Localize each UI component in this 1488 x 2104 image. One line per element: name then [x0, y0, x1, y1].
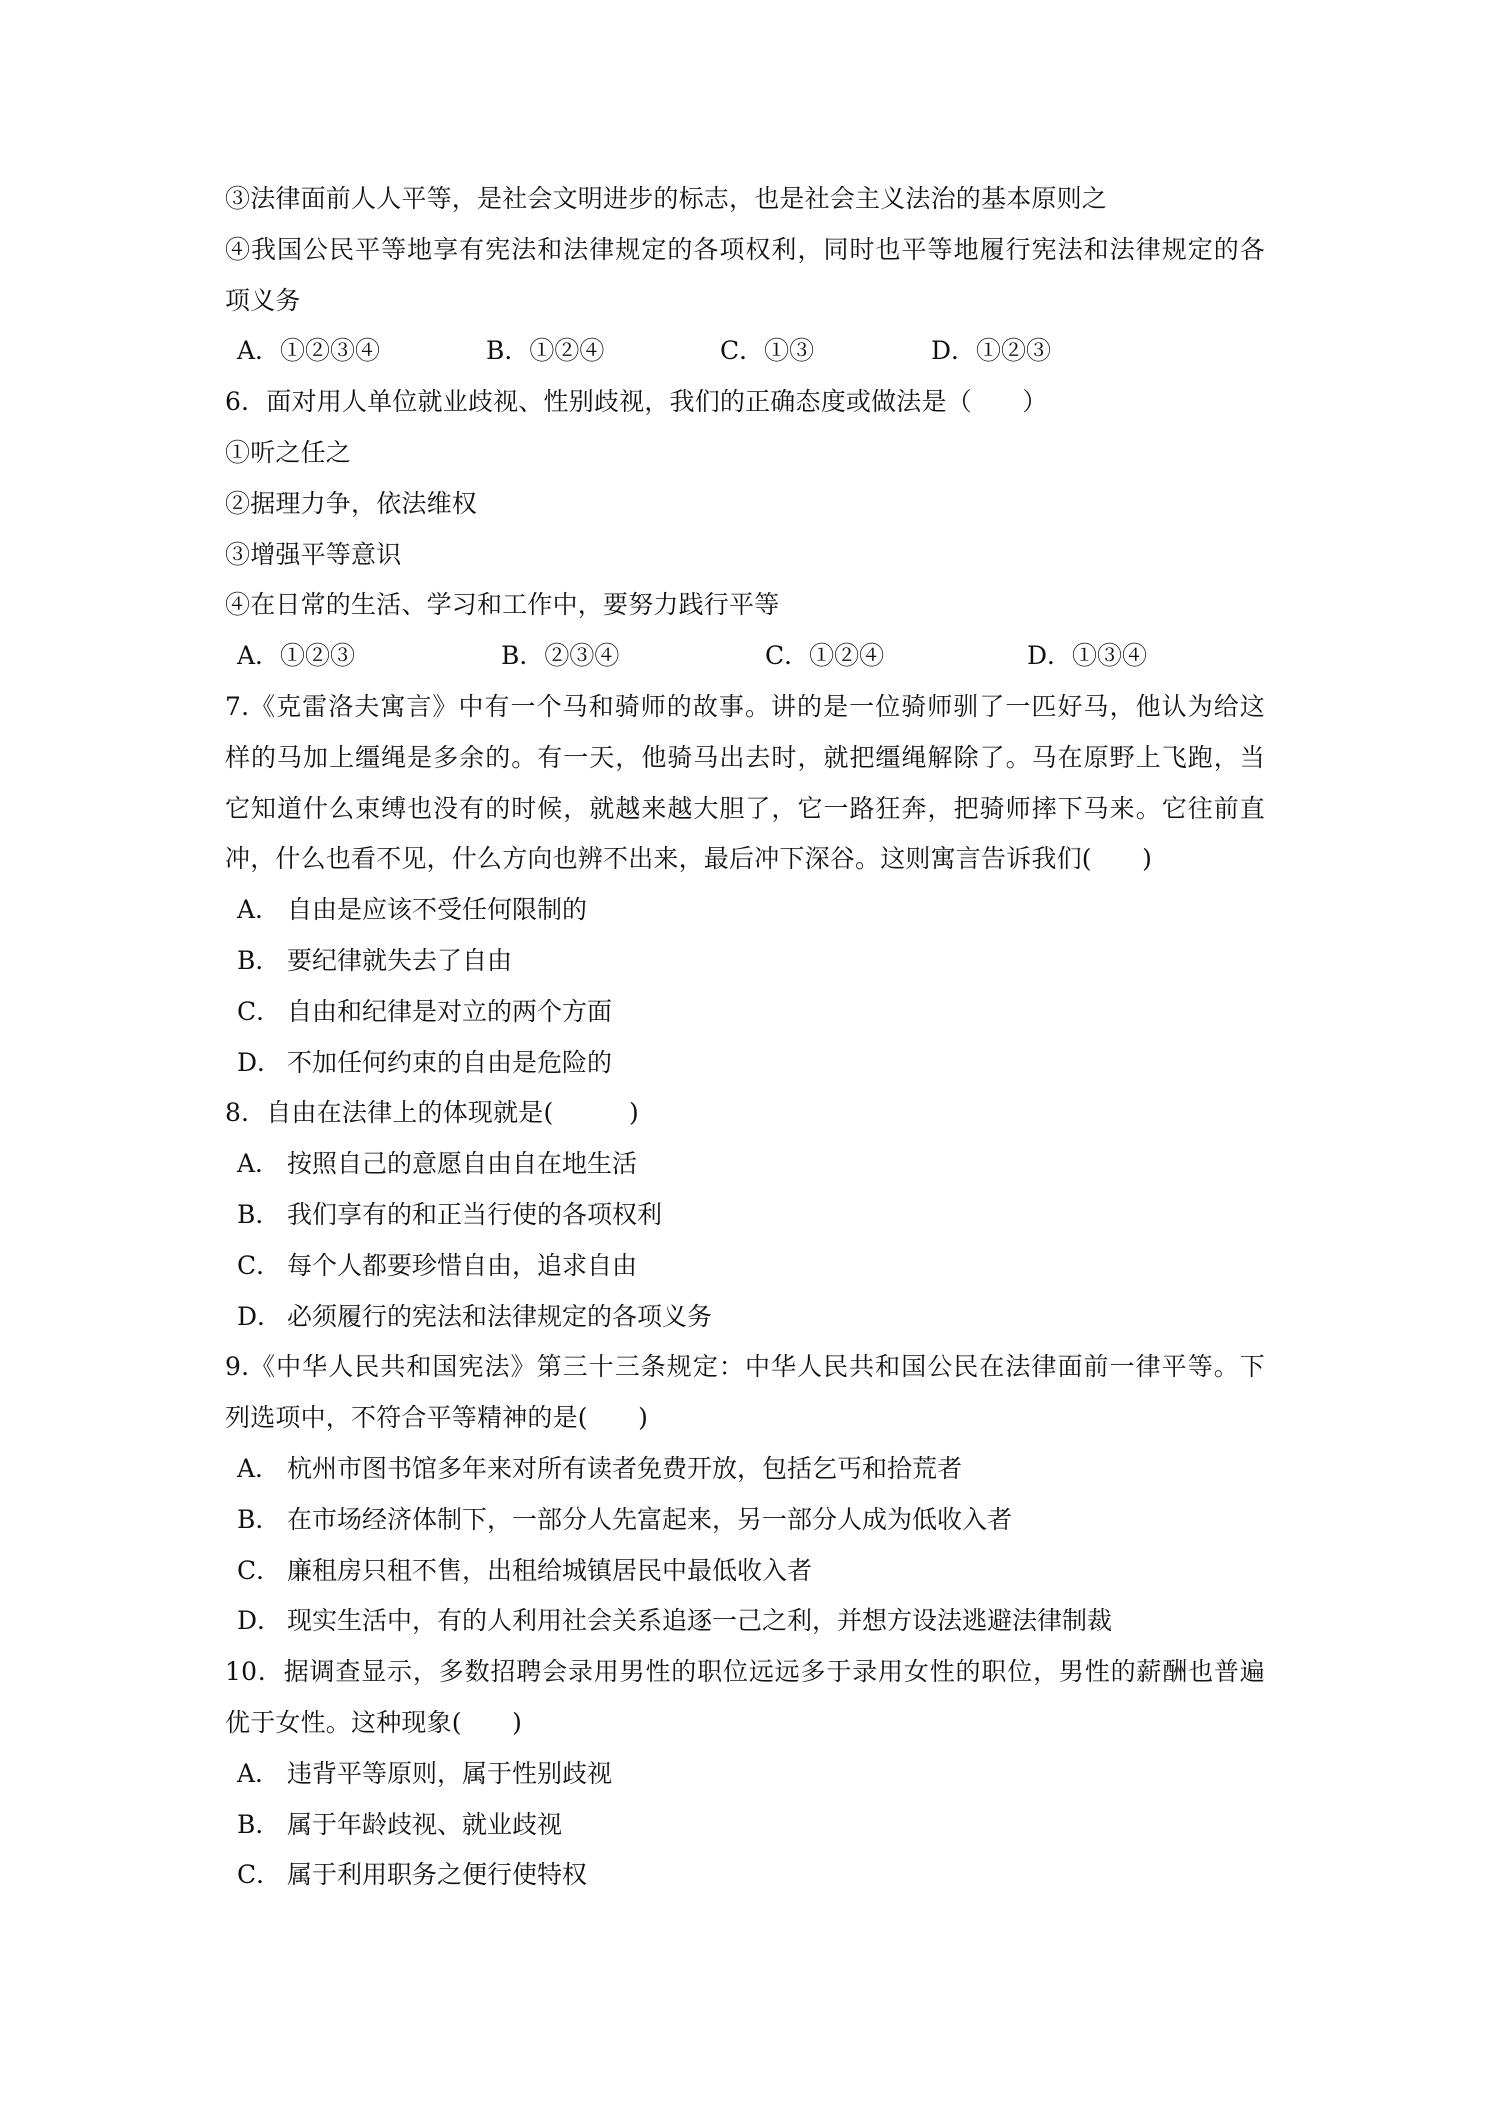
option-text: 必须履行的宪法和法律规定的各项义务 [287, 1301, 713, 1331]
q8-option-b [225, 1190, 1265, 1241]
q7-option-b [225, 936, 1265, 987]
q6-option-c: C．①②④ [765, 641, 885, 671]
option-text: 在市场经济体制下，一部分人先富起来，另一部分人成为低收入者 [287, 1504, 1013, 1534]
q5-item-4-line-2: 项义务 [225, 285, 301, 315]
q6-options [225, 631, 1265, 682]
q5-item-4-line-1: ④我国公民平等地享有宪法和法律规定的各项权利，同时也平等地履行宪法和法律规定的各 [225, 234, 1265, 264]
option-letter: D． [237, 1301, 283, 1331]
q9-option-c [225, 1546, 1265, 1597]
q6-item-1: ①听之任之 [225, 437, 352, 467]
q8-stem: 8．自由在法律上的体现就是( ) [225, 1098, 640, 1128]
q6-stem: 6．面对用人单位就业歧视、性别歧视，我们的正确态度或做法是（ ） [225, 387, 1048, 417]
option-letter: C． [237, 1555, 282, 1585]
q10-option-c [225, 1850, 1265, 1901]
q7-option-d [225, 1038, 1265, 1089]
q5-option-a: A．①②③④ [237, 336, 381, 366]
q10-stem-line-2: 优于女性。这种现象( ) [225, 1707, 523, 1737]
q8-option-a [225, 1139, 1265, 1190]
q9-stem-line-1: 9.《中华人民共和国宪法》第三十三条规定：中华人民共和国公民在法律面前一律平等。下 [225, 1352, 1265, 1382]
option-text: 属于年龄歧视、就业歧视 [287, 1809, 563, 1839]
q6-item-3: ③增强平等意识 [225, 539, 402, 569]
q9-option-d [225, 1596, 1265, 1647]
q9-stem-line-2: 列选项中，不符合平等精神的是( ) [225, 1403, 649, 1433]
option-text: 按照自己的意愿自由自在地生活 [287, 1149, 638, 1179]
option-text: 不加任何约束的自由是危险的 [287, 1047, 613, 1077]
q8-option-c [225, 1241, 1265, 1292]
option-letter: A． [237, 1758, 281, 1788]
q10-option-b [225, 1800, 1265, 1851]
option-text: 现实生活中，有的人利用社会关系追逐一己之利，并想方设法逃避法律制裁 [287, 1606, 1113, 1636]
q6-item-2: ②据理力争，依法维权 [225, 488, 478, 518]
q5-item-3: ③法律面前人人平等，是社会文明进步的标志，也是社会主义法治的基本原则之 [225, 184, 1108, 213]
option-text: 我们享有的和正当行使的各项权利 [287, 1199, 663, 1229]
option-letter: B． [237, 1199, 281, 1229]
option-text: 自由和纪律是对立的两个方面 [287, 996, 613, 1026]
q5-option-b: B．①②④ [486, 336, 605, 366]
q6-option-a: A．①②③ [237, 641, 356, 671]
option-text: 廉租房只租不售，出租给城镇居民中最低收入者 [287, 1555, 813, 1585]
q8-option-d [225, 1292, 1265, 1343]
q10-option-a [225, 1749, 1265, 1800]
option-letter: C． [237, 1250, 282, 1280]
q5-option-d: D．①②③ [931, 336, 1052, 366]
option-letter: D． [237, 1606, 283, 1636]
option-letter: A． [237, 895, 281, 925]
q7-stem-line-4: 冲，什么也看不见，什么方向也辨不出来，最后冲下深谷。这则寓言告诉我们( ) [225, 844, 1153, 874]
q10-stem-line-1: 10．据调查显示，多数招聘会录用男性的职位远远多于录用女性的职位，男性的薪酬也普遍 [225, 1657, 1265, 1687]
q7-option-c [225, 987, 1265, 1038]
option-letter: B． [237, 1504, 281, 1534]
option-text: 属于利用职务之便行使特权 [287, 1860, 588, 1890]
option-text: 自由是应该不受任何限制的 [287, 895, 588, 925]
q7-stem-line-2: 样的马加上缰绳是多余的。有一天，他骑马出去时，就把缰绳解除了。马在原野上飞跑，当 [225, 742, 1265, 772]
q6-item-4: ④在日常的生活、学习和工作中，要努力践行平等 [225, 590, 780, 620]
page-content [225, 174, 1265, 1901]
option-text: 违背平等原则，属于性别歧视 [287, 1758, 613, 1788]
q7-stem-line-1: 7.《克雷洛夫寓言》中有一个马和骑师的故事。讲的是一位骑师驯了一匹好马，他认为给这 [225, 691, 1265, 721]
q7-stem-line-3: 它知道什么束缚也没有的时候，就越来越大胆了，它一路狂奔，把骑师摔下马来。它往前直 [225, 793, 1265, 823]
option-text: 杭州市图书馆多年来对所有读者免费开放，包括乞丐和拾荒者 [287, 1453, 963, 1483]
option-letter: B． [237, 945, 281, 975]
option-letter: C． [237, 996, 282, 1026]
q6-option-b: B．②③④ [501, 641, 620, 671]
option-letter: A． [237, 1149, 281, 1179]
option-letter: D． [237, 1047, 283, 1077]
q7-option-a [225, 885, 1265, 936]
q5-option-c: C．①③ [720, 336, 815, 366]
q6-option-d: D．①③④ [1027, 641, 1148, 671]
q9-option-b [225, 1495, 1265, 1546]
option-text: 要纪律就失去了自由 [287, 945, 513, 975]
option-letter: A． [237, 1453, 281, 1483]
option-letter: C． [237, 1860, 282, 1890]
option-letter: B． [237, 1809, 281, 1839]
option-text: 每个人都要珍惜自由，追求自由 [287, 1250, 638, 1280]
q5-options [225, 326, 1265, 377]
q9-option-a [225, 1444, 1265, 1495]
